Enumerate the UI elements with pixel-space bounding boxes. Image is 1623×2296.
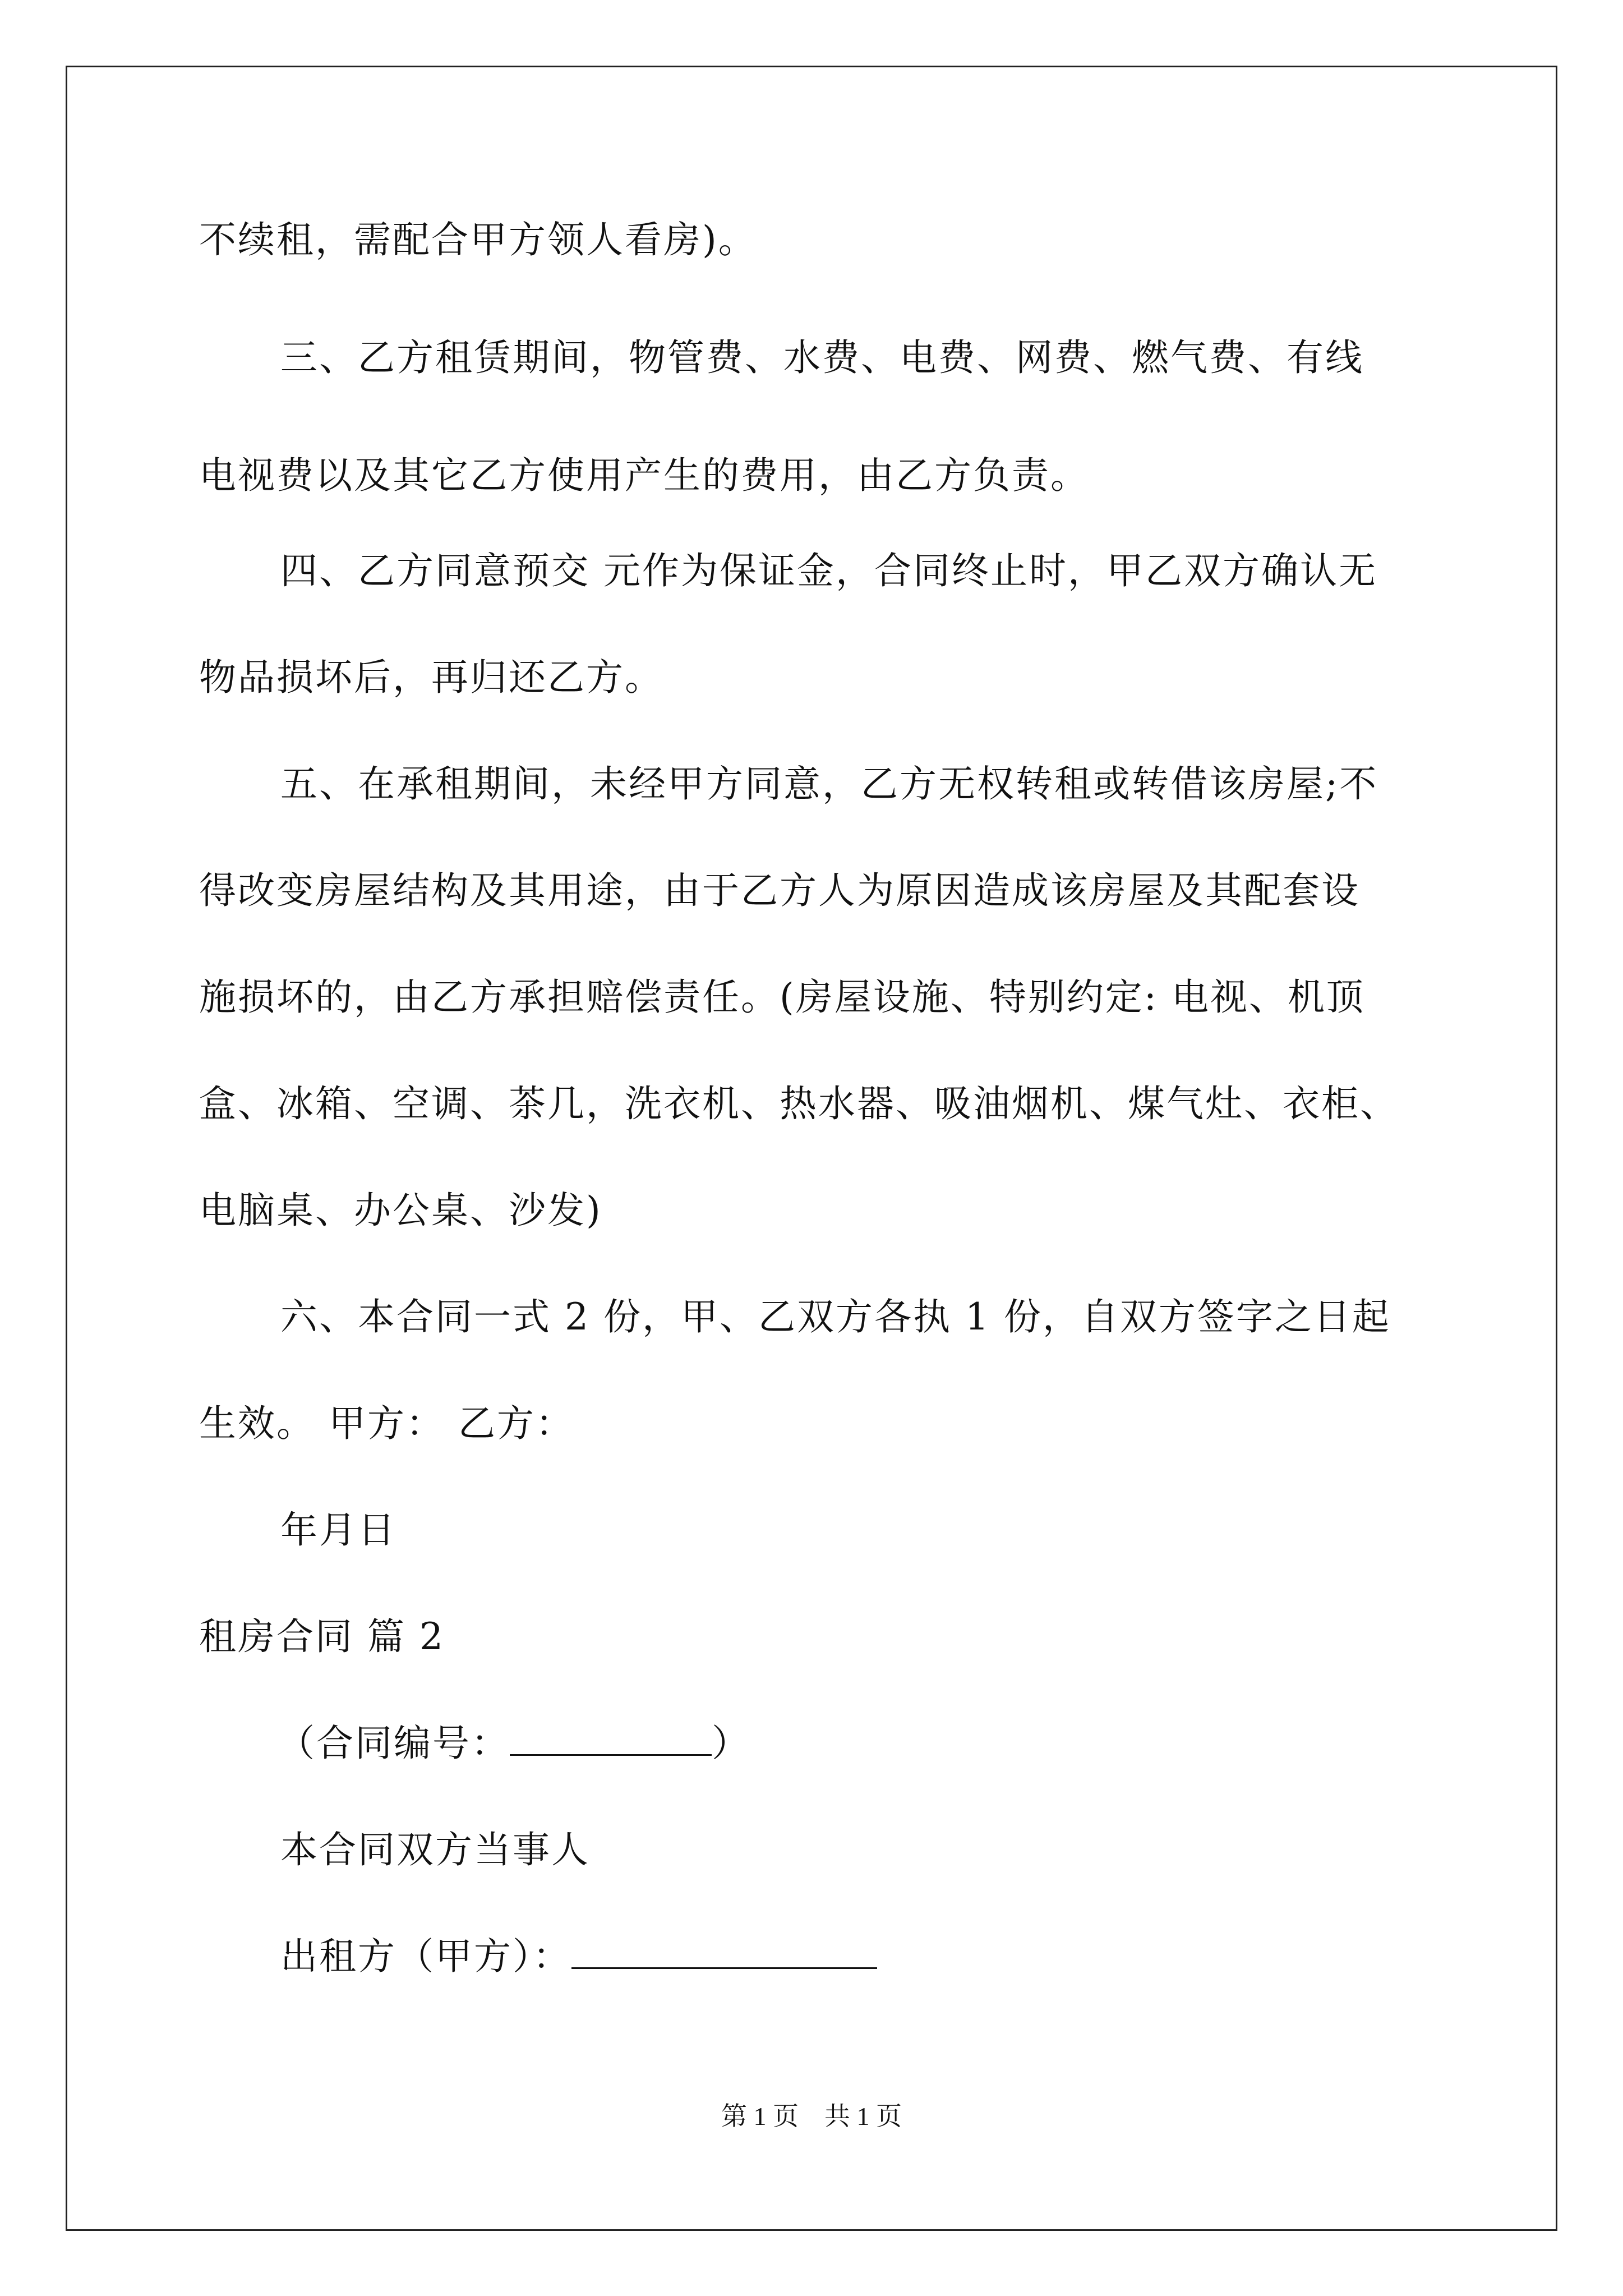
contract-number-blank xyxy=(510,1722,712,1756)
clause-four-line: 四、乙方同意预交 元作为保证金，合同终止时，甲乙双方确认无 xyxy=(280,549,1377,592)
clause-three-line: 电视费以及其它乙方使用产生的费用，由乙方负责。 xyxy=(199,454,1089,497)
clause-five-line: 盒、冰箱、空调、茶几，洗衣机、热水器、吸油烟机、煤气灶、衣柜、 xyxy=(199,1082,1399,1125)
lessor-label: 出租方（甲方）： xyxy=(280,1935,571,1978)
clause-three-line: 三、乙方租赁期间，物管费、水费、电费、网费、燃气费、有线 xyxy=(280,336,1364,379)
clause-five-line: 得改变房屋结构及其用途，由于乙方人为原因造成该房屋及其配套设 xyxy=(199,869,1360,912)
clause-six-line: 六、本合同一式 2 份，甲、乙双方各执 1 份，自双方签字之日起 xyxy=(280,1295,1391,1338)
clause-six-line: 生效。 甲方： 乙方： xyxy=(199,1402,574,1445)
contract-number-line xyxy=(278,1721,750,1766)
lessor-blank xyxy=(571,1935,877,1969)
clause-five-line: 五、在承租期间，未经甲方同意，乙方无权转租或转借该房屋;不 xyxy=(280,762,1378,806)
parties-heading: 本合同双方当事人 xyxy=(280,1828,590,1871)
page-footer: 第 1 页 共 1 页 xyxy=(721,2102,902,2131)
paragraph-line: 不续租，需配合甲方领人看房)。 xyxy=(199,218,757,261)
clause-four-line: 物品损坏后，再归还乙方。 xyxy=(199,656,663,699)
contract-number-close: ） xyxy=(712,1722,750,1765)
clause-five-line: 电脑桌、办公桌、沙发) xyxy=(199,1189,602,1232)
date-line: 年月日 xyxy=(280,1508,396,1552)
clause-five-line: 施损坏的，由乙方承担赔偿责任。(房屋设施、特别约定: 电视、机顶 xyxy=(199,976,1365,1019)
lessor-line xyxy=(280,1934,877,1979)
page-border xyxy=(66,66,1557,2231)
section-title: 租房合同 篇 2 xyxy=(199,1615,445,1658)
contract-number-label: （合同编号： xyxy=(278,1722,510,1765)
